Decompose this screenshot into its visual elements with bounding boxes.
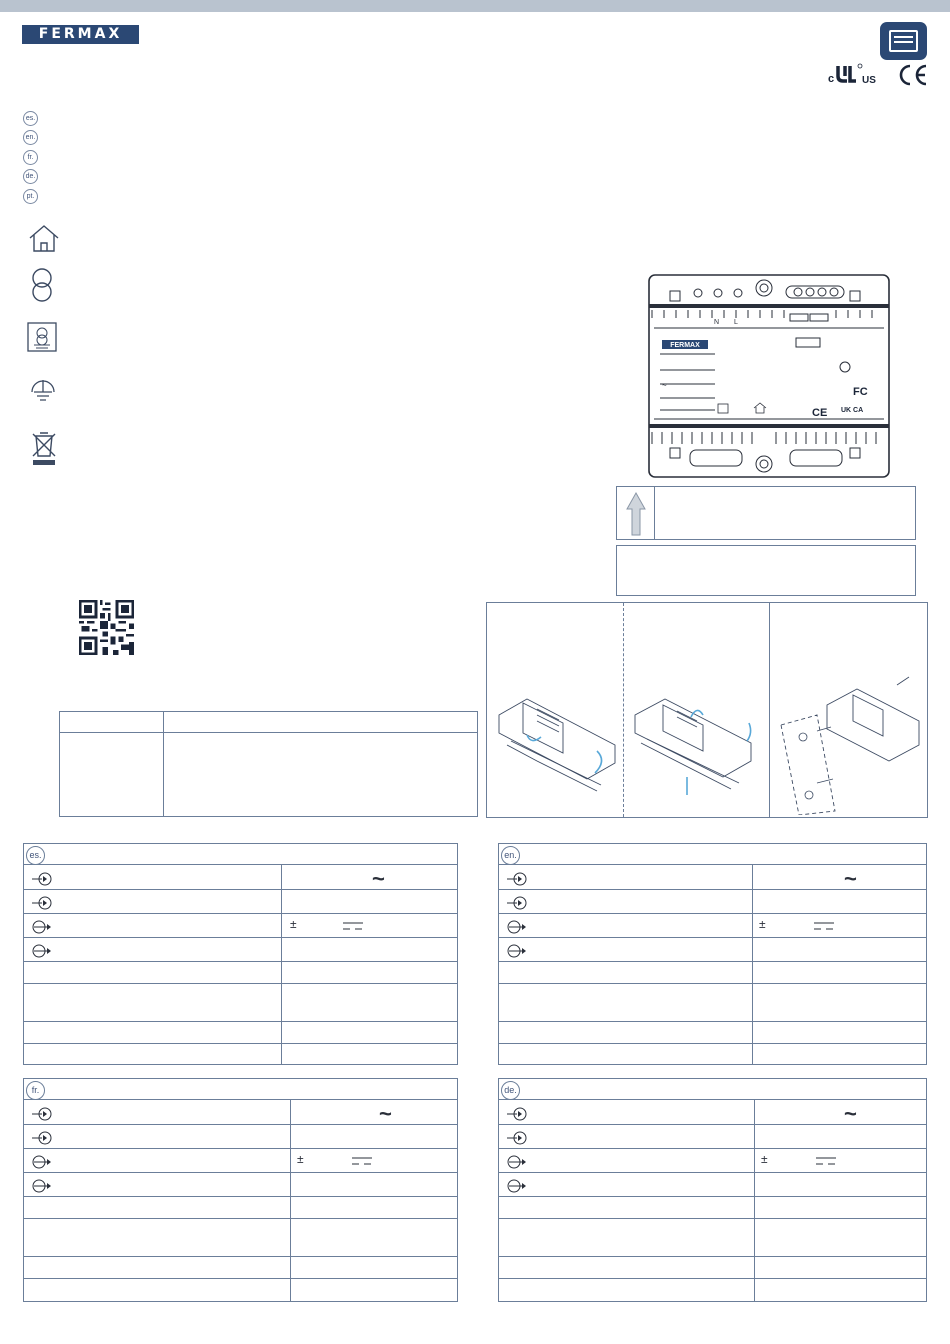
spec-lang-es: es. bbox=[26, 846, 45, 865]
dc-plus-minus-symbol: ± bbox=[290, 917, 297, 931]
input-icon bbox=[507, 895, 527, 911]
dc-plus-minus-symbol: ± bbox=[759, 917, 766, 931]
output-icon bbox=[507, 1154, 527, 1170]
info-table bbox=[59, 711, 478, 817]
input-icon bbox=[32, 1106, 52, 1122]
input-icon bbox=[507, 871, 527, 887]
din-rail-mount-illustration bbox=[497, 685, 617, 795]
ac-symbol: ~ bbox=[379, 1101, 392, 1126]
output-icon bbox=[32, 1178, 52, 1194]
lang-fr-circle: fr. bbox=[23, 150, 38, 165]
output-icon bbox=[32, 943, 52, 959]
device-brand-label: FERMAX bbox=[670, 342, 700, 349]
lang-en-circle: en. bbox=[23, 130, 38, 145]
spec-table-es bbox=[23, 843, 458, 1065]
spec-table-de bbox=[498, 1078, 927, 1302]
power-supply-device-diagram bbox=[648, 274, 890, 478]
svg-text:US: US bbox=[862, 75, 876, 86]
ac-symbol: ~ bbox=[844, 866, 857, 891]
spec-lang-de: de. bbox=[501, 1081, 520, 1100]
orientation-note-box bbox=[616, 486, 916, 540]
lang-de-circle: de. bbox=[23, 169, 38, 184]
output-icon bbox=[32, 919, 52, 935]
qr-code[interactable] bbox=[79, 600, 134, 655]
spec-table-en bbox=[498, 843, 927, 1065]
ce-certification-mark bbox=[897, 64, 929, 86]
fermax-logo: FERMAX bbox=[22, 25, 139, 44]
product-category-icon bbox=[880, 22, 927, 60]
terminal-l-label: L bbox=[734, 319, 738, 326]
output-icon bbox=[507, 943, 527, 959]
lang-es-circle: es. bbox=[23, 111, 38, 126]
device-ukca-mark: UK CA bbox=[841, 407, 864, 414]
ac-symbol: ~ bbox=[372, 866, 385, 891]
input-icon bbox=[507, 1130, 527, 1146]
ac-symbol: ~ bbox=[844, 1101, 857, 1126]
dc-plus-minus-symbol: ± bbox=[761, 1152, 768, 1166]
output-icon bbox=[32, 1154, 52, 1170]
svg-text:c: c bbox=[828, 73, 835, 85]
spec-lang-fr: fr. bbox=[26, 1081, 45, 1100]
functional-earth-icon bbox=[26, 372, 62, 408]
device-ce-mark: CE bbox=[812, 407, 828, 419]
din-rail-remove-illustration bbox=[631, 681, 761, 801]
lang-pt-circle: pt. bbox=[23, 189, 38, 204]
output-icon bbox=[507, 1178, 527, 1194]
short-circuit-proof-transformer-icon bbox=[26, 320, 62, 356]
wall-screw-mount-illustration bbox=[777, 675, 923, 815]
house-indoor-icon bbox=[26, 221, 62, 257]
output-icon bbox=[507, 919, 527, 935]
input-icon bbox=[507, 1106, 527, 1122]
weee-bin-icon bbox=[26, 428, 62, 464]
spec-table-fr bbox=[23, 1078, 458, 1302]
top-bar bbox=[0, 0, 950, 12]
svg-text:~: ~ bbox=[662, 381, 667, 390]
input-icon bbox=[32, 871, 52, 887]
dc-symbol-icon bbox=[351, 1155, 373, 1167]
input-icon bbox=[32, 1130, 52, 1146]
input-icon bbox=[32, 895, 52, 911]
spec-lang-en: en. bbox=[501, 846, 520, 865]
dc-symbol-icon bbox=[815, 1155, 837, 1167]
terminal-n-label: N bbox=[714, 319, 720, 326]
device-fc-mark: FC bbox=[853, 386, 868, 398]
ul-certification-mark bbox=[828, 62, 890, 86]
safety-transformer-icon bbox=[26, 265, 62, 301]
dc-symbol-icon bbox=[342, 920, 364, 932]
dc-plus-minus-symbol: ± bbox=[297, 1152, 304, 1166]
mounting-instructions-panel bbox=[486, 602, 928, 818]
dc-symbol-icon bbox=[813, 920, 835, 932]
info-note-box bbox=[616, 545, 916, 596]
up-arrow-icon bbox=[625, 491, 647, 537]
